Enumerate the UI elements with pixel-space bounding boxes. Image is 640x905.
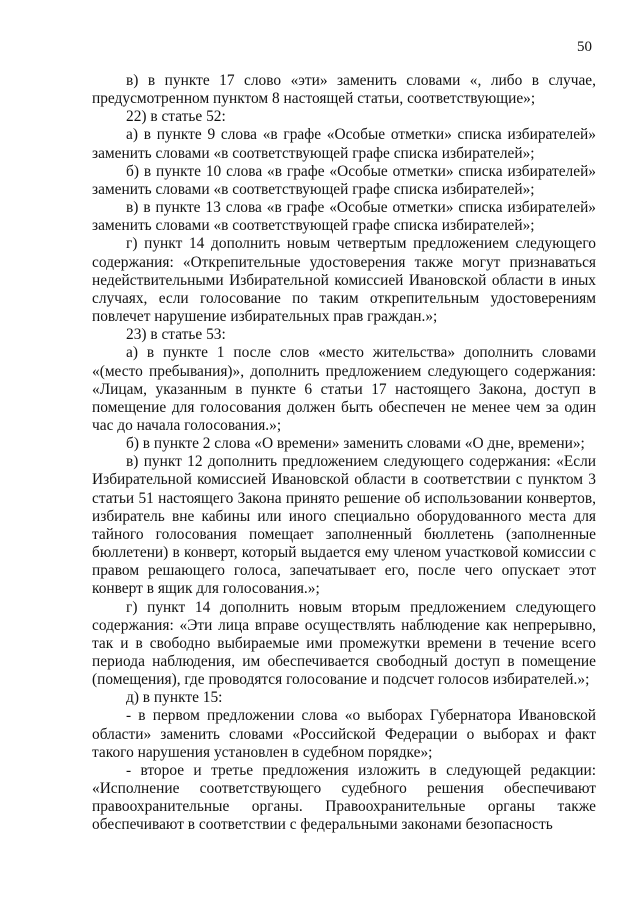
- document-body: [92, 72, 596, 835]
- paragraph: а) в пункте 1 после слов «место жительства» дополнить словами «(место пребывания)», дополнить предложением следующего содержания: «Лицам, указанным в пункте 6 статьи 17 настоящего Закона, доступ в помещение для голосования должен быть обеспечен не менее чем за один час до начала голосования.»;: [92, 344, 596, 434]
- page-number: 50: [577, 39, 592, 55]
- paragraph: в) пункт 12 дополнить предложением следующего содержания: «Если Избирательной комиссией Ивановской области в соответствии с пунктом 3 статьи 51 настоящего Закона принято решение об использовании конвертов, избиратель вне кабины или иного специально оборудованного места для тайного голосования помещает заполненный бюллетень (заполненные бюллетени) в конверт, который выдается ему членом участковой комиссии с правом решающего голоса, запечатывает его, после чего опускает этот конверт в ящик для голосования.»;: [92, 453, 596, 598]
- paragraph: 23) в статье 53:: [126, 326, 226, 344]
- paragraph: д) в пункте 15:: [126, 689, 223, 707]
- paragraph: 22) в статье 52:: [126, 108, 226, 126]
- paragraph: в) в пункте 13 слова «в графе «Особые отметки» списка избирателей» заменить словами «в соответствующей графе списка избирателей»;: [92, 199, 596, 235]
- paragraph: г) пункт 14 дополнить новым вторым предложением следующего содержания: «Эти лица вправе осуществлять наблюдение как непрерывно, так и в свободно выбираемые ими промежутки времени в течение всего периода наблюдения, им обеспечивается свободный доступ в помещение (помещения), где проводятся голосование и подсчет голосов избирателей.»;: [92, 598, 596, 689]
- paragraph: б) в пункте 10 слова «в графе «Особые отметки» списка избирателей» заменить словами «в соответствующей графе списка избирателей»;: [92, 162, 596, 198]
- paragraph: г) пункт 14 дополнить новым четвертым предложением следующего содержания: «Открепительные удостоверения также могут признаваться недействительными Избирательной комиссией Ивановской области в иных случаях, если голосование по таким открепительным удостоверениям повлечет нарушение избирательных прав граждан.»;: [92, 235, 596, 326]
- paragraph: - в первом предложении слова «о выборах Губернатора Ивановской области» заменить словами «Российской Федерации о выборах и факт такого нарушения установлен в судебном порядке»;: [92, 707, 596, 761]
- paragraph: - второе и третье предложения изложить в следующей редакции: «Исполнение соответствующего судебного решения обеспечивают правоохранительные органы. Правоохранительные органы также обеспечивают в соответствии с федеральными законами безопасность: [92, 761, 596, 834]
- paragraph: в) в пункте 17 слово «эти» заменить словами «, либо в случае, предусмотренном пунктом 8 настоящей статьи, соответствующие»;: [92, 72, 596, 108]
- paragraph: а) в пункте 9 слова «в графе «Особые отметки» списка избирателей» заменить словами «в соответствующей графе списка избирателей»;: [92, 126, 596, 162]
- paragraph: б) в пункте 2 слова «О времени» заменить словами «О дне, времени»;: [126, 435, 585, 453]
